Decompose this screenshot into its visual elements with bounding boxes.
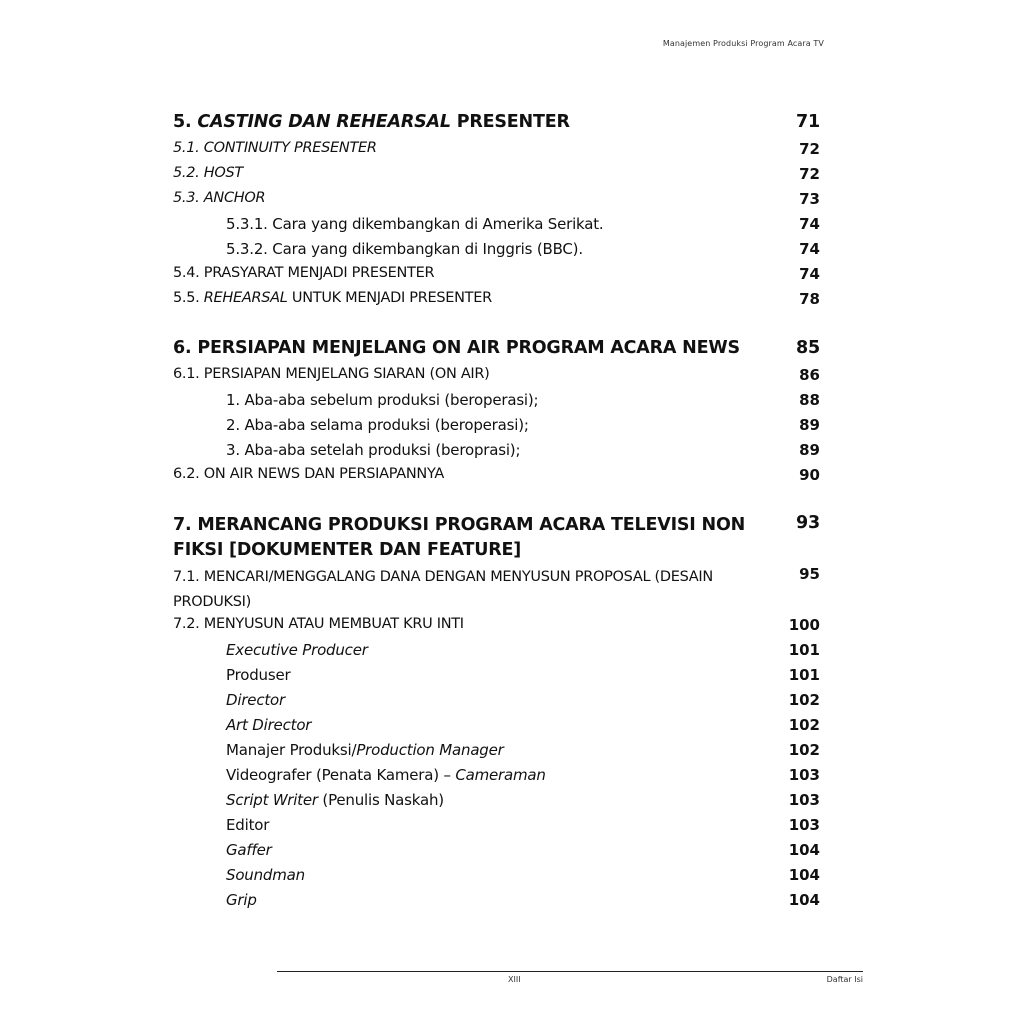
section-title: 5.1. CONTINUITY PRESENTER [173, 140, 377, 156]
toc-chapter-6 [173, 338, 820, 358]
item-title: Art Director [226, 716, 312, 734]
page-number: 102 [788, 691, 820, 709]
footer-section-label: Daftar Isi [826, 975, 863, 984]
toc-section [173, 140, 820, 158]
page-number: 104 [788, 866, 820, 884]
item-title: 2. Aba-aba selama produksi (beroperasi); [226, 416, 529, 434]
toc-item [173, 741, 820, 759]
toc-section [173, 290, 820, 308]
toc-item [173, 791, 820, 809]
item-title [173, 741, 504, 759]
toc-item [173, 716, 820, 734]
toc-section [173, 165, 820, 183]
page-number: 74 [799, 215, 820, 233]
toc-item [173, 841, 820, 859]
page-number: 86 [799, 366, 820, 384]
page-number: 93 [796, 513, 820, 533]
item-title: Produser [226, 666, 291, 684]
toc-item [173, 416, 820, 434]
section-title: 5.4. PRASYARAT MENJADI PRESENTER [173, 265, 435, 281]
page-number: 73 [799, 190, 820, 208]
toc-chapter-7 [173, 513, 820, 563]
toc-item [173, 641, 820, 659]
section-title: 7.2. MENYUSUN ATAU MEMBUAT KRU INTI [173, 616, 464, 632]
toc-item [173, 666, 820, 684]
toc-section [173, 190, 820, 208]
toc-item [173, 766, 820, 784]
page-number: 90 [799, 466, 820, 484]
item-title [173, 791, 444, 809]
page-folio: XIII [508, 975, 521, 984]
page-number: 103 [788, 816, 820, 834]
page-number: 85 [796, 338, 820, 358]
toc-subsection [173, 240, 820, 258]
toc-item [173, 866, 820, 884]
chapter-title [173, 112, 570, 132]
page-number: 100 [788, 616, 820, 634]
item-title: 3. Aba-aba setelah produksi (beroprasi); [226, 441, 521, 459]
item-title-italic: Cameraman [455, 766, 546, 784]
item-title: Gaffer [226, 841, 272, 859]
page-number: 102 [788, 716, 820, 734]
toc-chapter-5 [173, 112, 820, 132]
section-title-rest: UNTUK MENJADI PRESENTER [287, 290, 492, 306]
page-number: 103 [788, 766, 820, 784]
item-title-plain: Videografer (Penata Kamera) – [226, 766, 456, 784]
toc-subsection [173, 215, 820, 233]
section-title [173, 290, 492, 306]
page-number: 74 [799, 240, 820, 258]
page-number: 103 [788, 791, 820, 809]
chapter-title-rest: PRESENTER [450, 112, 570, 132]
item-title [173, 766, 546, 784]
toc-section [173, 616, 820, 634]
toc-section [173, 265, 820, 283]
toc-item [173, 691, 820, 709]
subsection-title: 5.3.2. Cara yang dikembangkan di Inggris (BBC). [226, 240, 583, 258]
item-title: Soundman [226, 866, 305, 884]
chapter-title: 7. MERANCANG PRODUKSI PROGRAM ACARA TELEVISI NON FIKSI [DOKUMENTER DAN FEATURE] [173, 515, 746, 560]
item-title: Editor [226, 816, 270, 834]
item-title-italic: Production Manager [356, 741, 504, 759]
toc-section [173, 466, 820, 484]
item-title: 1. Aba-aba sebelum produksi (beroperasi); [226, 391, 539, 409]
section-title-italic: REHEARSAL [203, 290, 288, 306]
chapter-title-italic: CASTING DAN REHEARSAL [197, 112, 451, 132]
section-title: 5.3. ANCHOR [173, 190, 266, 206]
item-title: Director [226, 691, 285, 709]
page-number: 95 [799, 565, 820, 583]
page-number: 74 [799, 265, 820, 283]
section-number: 5.5. [173, 290, 204, 306]
toc-section [173, 366, 820, 384]
page-number: 72 [799, 165, 820, 183]
item-title-plain: Manajer Produksi/ [226, 741, 357, 759]
toc-item [173, 441, 820, 459]
section-title: 7.1. MENCARI/MENGGALANG DANA DENGAN MENYUSUN PROPOSAL (DESAIN PRODUKSI) [173, 569, 713, 610]
toc-item [173, 816, 820, 834]
section-title: 5.2. HOST [173, 165, 243, 181]
chapter-title: 6. PERSIAPAN MENJELANG ON AIR PROGRAM ACARA NEWS [173, 338, 740, 358]
page-number: 88 [799, 391, 820, 409]
toc-item [173, 891, 820, 909]
page-number: 101 [788, 666, 820, 684]
toc-section [173, 565, 820, 615]
page-number: 72 [799, 140, 820, 158]
page-number: 104 [788, 891, 820, 909]
section-title: 6.1. PERSIAPAN MENJELANG SIARAN (ON AIR) [173, 366, 490, 382]
page-number: 104 [788, 841, 820, 859]
page-number: 89 [799, 441, 820, 459]
page-number: 101 [788, 641, 820, 659]
page-number: 78 [799, 290, 820, 308]
page-number: 71 [796, 112, 820, 132]
item-title: Executive Producer [226, 641, 368, 659]
item-title-plain: (Penulis Naskah) [317, 791, 444, 809]
item-title: Grip [226, 891, 257, 909]
chapter-number: 5. [173, 112, 198, 132]
section-title: 6.2. ON AIR NEWS DAN PERSIAPANNYA [173, 466, 445, 482]
running-header: Manajemen Produksi Program Acara TV [662, 39, 824, 48]
page-number: 89 [799, 416, 820, 434]
toc-item [173, 391, 820, 409]
subsection-title: 5.3.1. Cara yang dikembangkan di Amerika Serikat. [226, 215, 604, 233]
footer-rule [277, 971, 863, 972]
page-number: 102 [788, 741, 820, 759]
item-title-italic: Script Writer [226, 791, 318, 809]
